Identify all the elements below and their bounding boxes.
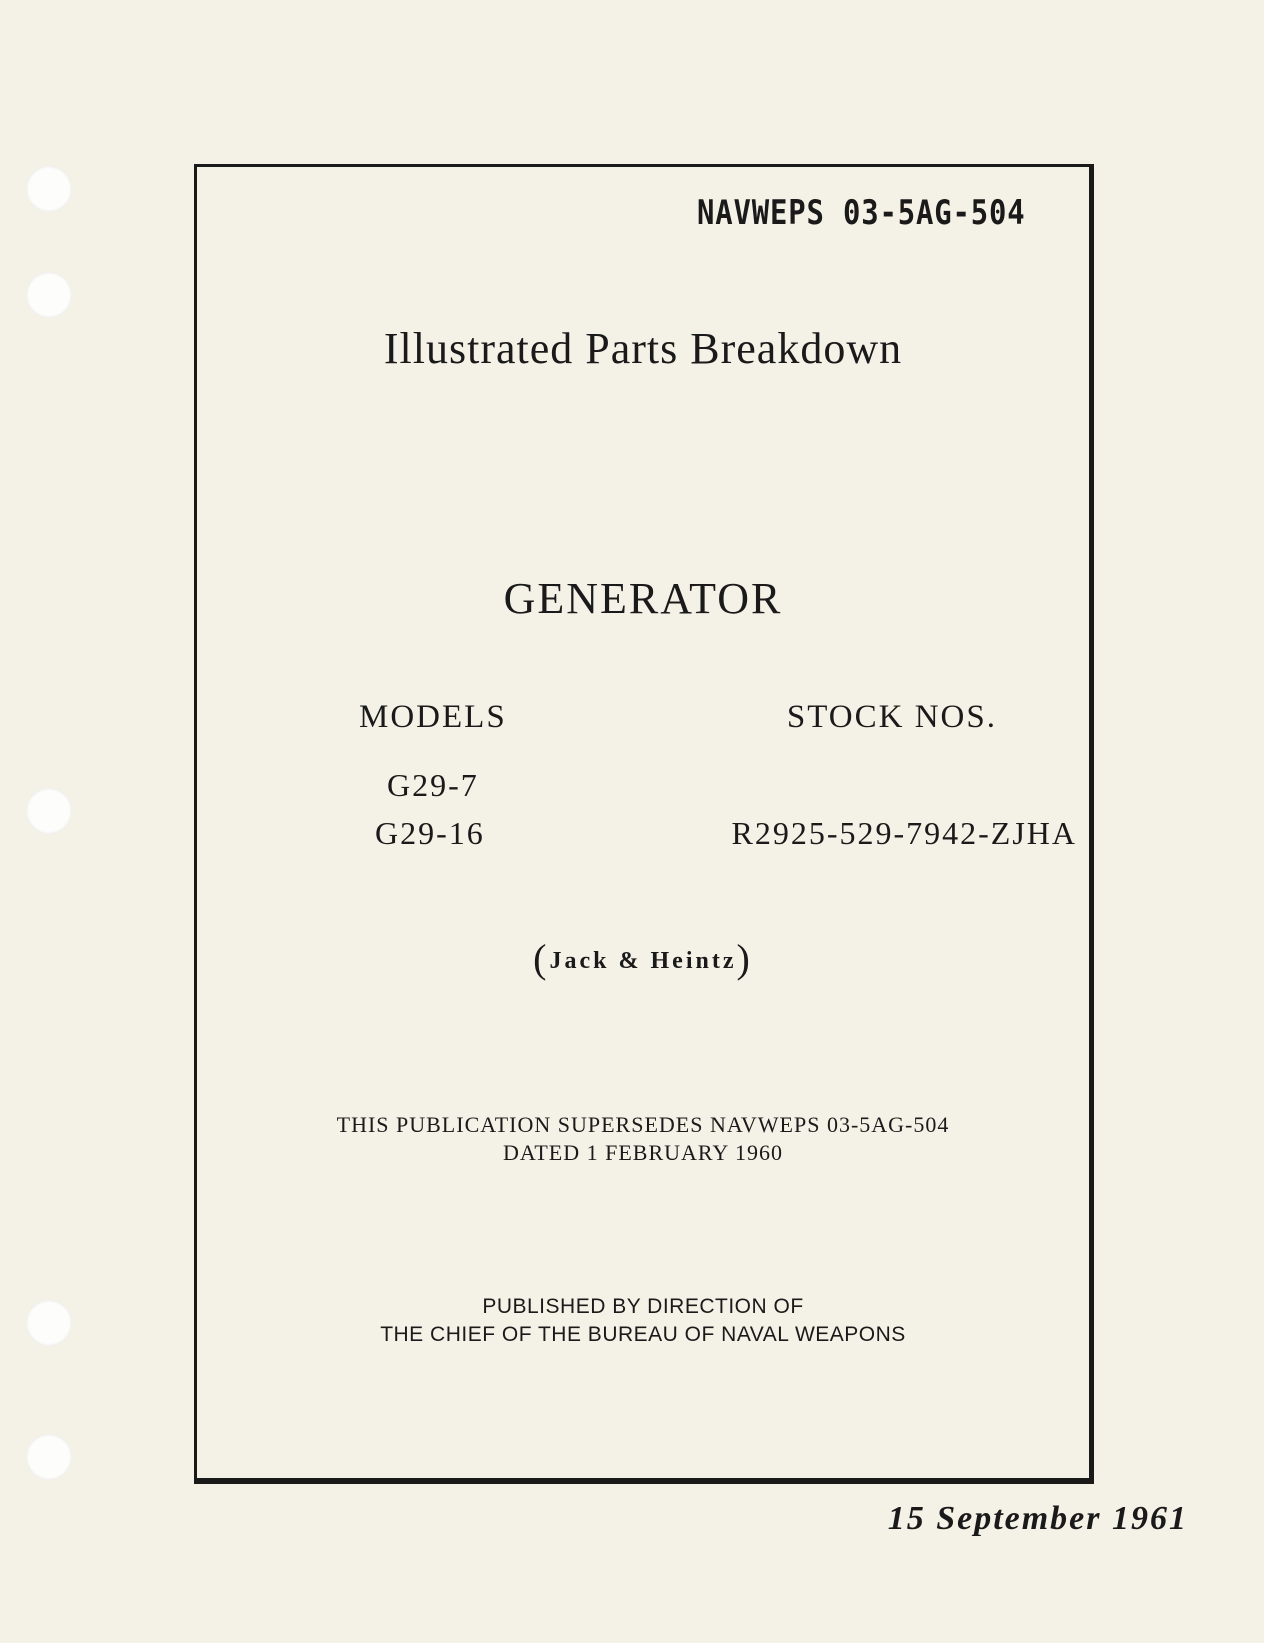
punch-hole-5: [26, 1434, 72, 1480]
published-by: [197, 1293, 1089, 1349]
models-header: MODELS: [359, 699, 507, 735]
document-title: Illustrated Parts Breakdown: [383, 324, 903, 373]
supersedes-line-2: DATED 1 FEBRUARY 1960: [503, 1140, 783, 1165]
punch-hole-3: [26, 788, 72, 834]
manufacturer-close-paren: ): [736, 936, 753, 981]
stock-number-item: R2925-529-7942-ZJHA: [731, 815, 1077, 851]
manufacturer-open-paren: (: [533, 936, 550, 981]
stock-numbers-header: STOCK NOS.: [786, 699, 997, 735]
punch-hole-4: [26, 1300, 72, 1346]
model-item: G29-7: [387, 767, 479, 803]
supersedes-line-1: THIS PUBLICATION SUPERSEDES NAVWEPS 03-5AG-504: [336, 1112, 950, 1137]
punch-hole-1: [26, 166, 72, 212]
manufacturer: [197, 935, 1089, 982]
punch-hole-2: [26, 272, 72, 318]
document-number: NAVWEPS 03-5AG-504: [696, 193, 1025, 233]
published-by-line-1: PUBLISHED BY DIRECTION OF: [482, 1295, 804, 1318]
publication-date: 15 September 1961: [887, 1500, 1188, 1537]
cover-frame: [194, 164, 1094, 1484]
subject-heading: GENERATOR: [503, 574, 783, 623]
published-by-line-2: THE CHIEF OF THE BUREAU OF NAVAL WEAPONS: [380, 1323, 906, 1346]
manufacturer-name: Jack & Heintz: [549, 948, 737, 974]
supersedes-notice: [197, 1111, 1089, 1167]
model-item: G29-16: [375, 815, 485, 851]
